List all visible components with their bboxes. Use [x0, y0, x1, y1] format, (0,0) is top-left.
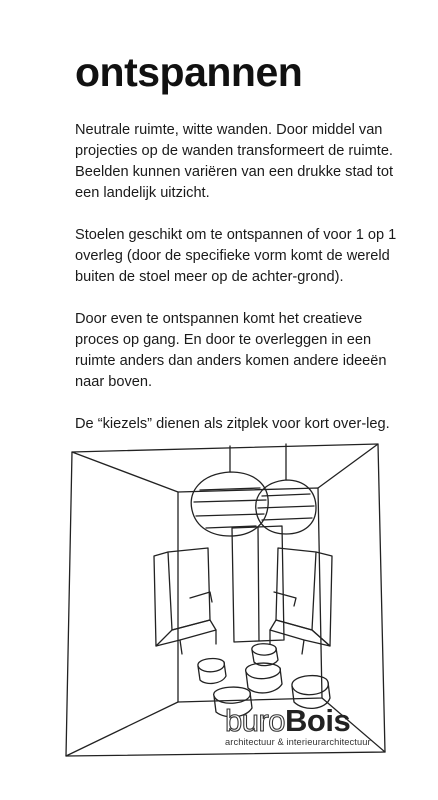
left-chair [154, 548, 216, 654]
logo-tagline: architectuur & interieurarchitectuur [225, 737, 371, 747]
body-text [75, 120, 405, 456]
logo-buro: buro [225, 703, 286, 738]
paragraph-chairs: Stoelen geschikt om te ontspannen of voor 1 op 1 overleg (door de specifieke vorm komt de wereld buiten de stoel meer op de achter-grond). [75, 227, 397, 285]
paragraph-creative: Door even te ontspannen komt het creatieve proces op gang. En door te overleggen in een ruimte anders dan anders komen andere ideeën naar boven. [75, 311, 387, 390]
page-title: ontspannen [75, 49, 303, 95]
paragraph-pebbles: De “kiezels” dienen als zitplek voor kort over-leg. [75, 416, 390, 432]
paragraph-room: Neutrale ruimte, witte wanden. Door middel van projecties op de wanden transformeert de ruimte. Beelden kunnen variëren van een drukke stad tot een landelijk uitzicht. [75, 122, 394, 201]
logo-wordmark [225, 703, 405, 738]
right-chair [270, 548, 332, 654]
buro-bois-logo [225, 703, 405, 747]
logo-bois: Bois [285, 703, 351, 738]
